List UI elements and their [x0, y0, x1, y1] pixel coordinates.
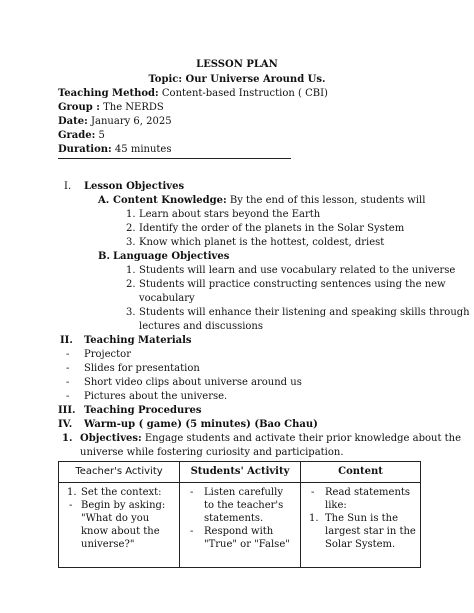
topic-line: Topic: Our Universe Around Us. [148, 74, 326, 85]
objective-a-letter: A. [98, 195, 110, 206]
objective-a-item: Know which planet is the hottest, coldest, driest [139, 237, 385, 248]
objective-b-item-number: 1. [126, 265, 136, 276]
content-number: 1. [309, 513, 319, 524]
teacher-text: universe?" [81, 539, 135, 550]
students-activity-cell [180, 483, 301, 568]
column-header-teacher: Teacher's Activity [59, 462, 180, 483]
objective-b-item-continued: lectures and discussions [139, 321, 263, 332]
material-item: Pictures about the universe. [84, 391, 228, 402]
column-header-content: Content [301, 462, 421, 483]
material-item: Projector [84, 349, 131, 360]
students-text: Listen carefully [204, 487, 283, 498]
objective-a-item-number: 3. [126, 237, 136, 248]
objective-b-item-number: 2. [126, 279, 136, 290]
objective-a-item-number: 2. [126, 223, 136, 234]
students-dash: - [190, 487, 194, 498]
objective-b-letter: B. [98, 251, 110, 262]
objective-b-item: Students will enhance their listening and speaking skills through [139, 307, 470, 318]
objectives-line: Objectives: Engage students and activate their prior knowledge about the [80, 433, 462, 444]
activity-table [58, 461, 421, 568]
teacher-text: know about the [81, 526, 160, 537]
section-4-title: Warm-up ( game) (5 minutes) (Bao Chau) [84, 419, 318, 430]
objective-a-item: Learn about stars beyond the Earth [139, 209, 321, 220]
section-2-title: Teaching Materials [84, 335, 192, 346]
material-item: Slides for presentation [84, 363, 200, 374]
content-text: Read statements [325, 487, 411, 498]
section-1-title: Lesson Objectives [84, 181, 185, 192]
content-cell [301, 483, 421, 568]
material-bullet: - [66, 377, 70, 388]
section-4-number: IV. [58, 419, 73, 430]
teacher-step-number: 1. [67, 487, 77, 498]
section-3-title: Teaching Procedures [84, 405, 202, 416]
objectives-number: 1. [62, 433, 73, 444]
material-bullet: - [66, 391, 70, 402]
objective-a-item: Identify the order of the planets in the Solar System [139, 223, 405, 234]
material-item: Short video clips about universe around us [84, 377, 302, 388]
teacher-step-text: Set the context: [81, 487, 162, 498]
grade-line: Grade: 5 [58, 130, 105, 141]
section-2-number: II. [60, 335, 73, 346]
objective-b-item: Students will learn and use vocabulary related to the universe [139, 265, 456, 276]
teacher-dash: - [69, 500, 73, 511]
students-dash: - [190, 526, 194, 537]
content-text: largest star in the [325, 526, 416, 537]
material-bullet: - [66, 349, 70, 360]
objective-a-item-number: 1. [126, 209, 136, 220]
objective-b-item-continued: vocabulary [139, 293, 195, 304]
section-3-number: III. [58, 405, 76, 416]
objective-b-item: Students will practice constructing sentences using the new [139, 279, 446, 290]
teacher-activity-cell [59, 483, 180, 568]
page-title: LESSON PLAN [196, 59, 278, 70]
material-bullet: - [66, 363, 70, 374]
content-text: Solar System. [325, 539, 396, 550]
teaching-method-line: Teaching Method: Content-based Instruction ( CBI) [58, 88, 328, 99]
students-text: Respond with [204, 526, 274, 537]
students-text: to the teacher's [204, 500, 284, 511]
table-header-row [59, 462, 421, 483]
group-line: Group : The NERDS [58, 102, 164, 113]
teacher-text: Begin by asking: [81, 500, 166, 511]
content-text: like: [325, 500, 347, 511]
column-header-students: Students' Activity [180, 462, 301, 483]
content-text: The Sun is the [325, 513, 399, 524]
table-row [59, 483, 421, 568]
objective-b-title: Language Objectives [113, 251, 230, 262]
date-line: Date: January 6, 2025 [58, 116, 172, 127]
section-1-number: I. [64, 181, 72, 192]
students-text: statements. [204, 513, 264, 524]
teacher-text: "What do you [81, 513, 150, 524]
objective-b-item-number: 3. [126, 307, 136, 318]
content-dash: - [311, 487, 315, 498]
objectives-line-continued: universe while fostering curiosity and participation. [80, 447, 344, 458]
divider-line [58, 158, 291, 159]
duration-line: Duration: 45 minutes [58, 144, 172, 155]
objective-a-line: Content Knowledge: By the end of this lesson, students will [113, 195, 426, 206]
students-text: "True" or "False" [204, 539, 290, 550]
